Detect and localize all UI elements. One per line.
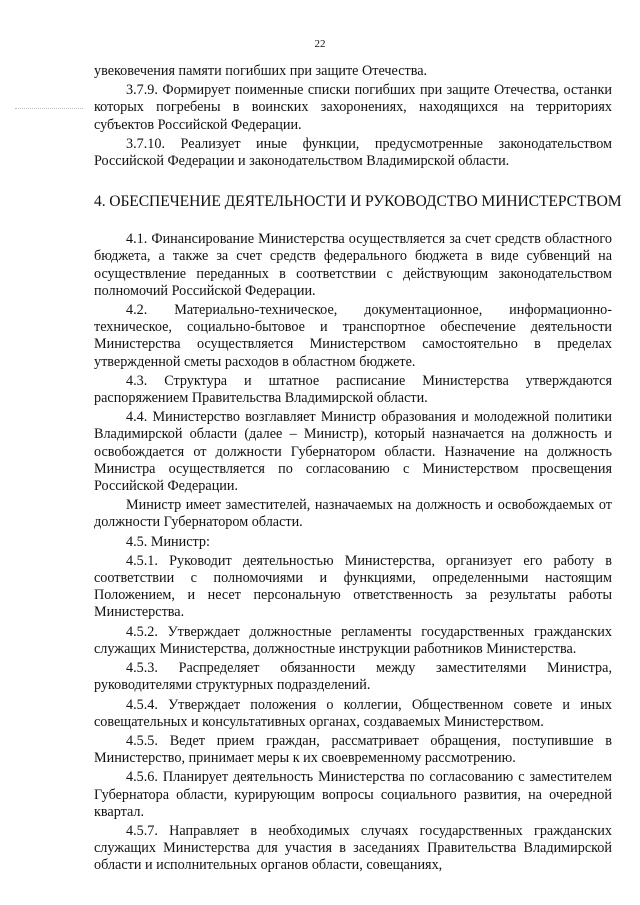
paragraph: 4.5.6. Планирует деятельность Министерства по согласованию с заместителем Губернатора области, курирующим вопросы социального развития, на очередной квартал. (94, 769, 612, 820)
paragraph: 3.7.9. Формирует поименные списки погибших при защите Отечества, останки которых погребены в воинских захоронениях, находящихся на территориях субъектов Российской Федерации. (94, 82, 612, 133)
section-heading: 4. ОБЕСПЕЧЕНИЕ ДЕЯТЕЛЬНОСТИ И РУКОВОДСТВО МИНИСТЕРСТВОМ (94, 193, 622, 211)
paragraph: 4.5.1. Руководит деятельностью Министерства, организует его работу в соответствии с полномочиями и функциями, определенными настоящим Положением, и несет персональную ответственность за результаты работы Министерства. (94, 552, 612, 621)
paragraph: 4.5.3. Распределяет обязанности между заместителями Министра, руководителями структурных подразделений. (94, 660, 612, 694)
paragraph: 4.5. Министр: (126, 533, 210, 550)
paragraph: 4.5.7. Направляет в необходимых случаях государственных гражданских служащих Министерства для участия в заседаниях Правительства Владимирской области и исполнительных органов области, совещаниях, (94, 822, 612, 874)
scan-artifact-mark (15, 108, 83, 113)
paragraph: 4.1. Финансирование Министерства осуществляется за счет средств областного бюджета, а также за счет средств федерального бюджета в виде субвенций на осуществление переданных в соответствии с действующим законодательством полномочий Российской Федерации. (94, 231, 612, 299)
paragraph: 4.5.2. Утверждает должностные регламенты государственных гражданских служащих Министерства, должностные инструкции работников Министерства. (94, 623, 612, 657)
paragraph: 4.3. Структура и штатное расписание Министерства утверждаются распоряжением Правительства Владимирской области. (94, 372, 612, 407)
paragraph: 3.7.10. Реализует иные функции, предусмотренные законодательством Российской Федерации и законодательством Владимирской области. (94, 135, 612, 170)
paragraph: Министр имеет заместителей, назначаемых на должность и освобождаемых от должности Губернатором области. (94, 497, 612, 531)
paragraph: 4.5.4. Утверждает положения о коллегии, Общественном совете и иных совещательных и консультативных органах, создаваемых Министерством. (94, 696, 612, 730)
paragraph: увековечения памяти погибших при защите Отечества. (94, 63, 428, 79)
paragraph: 4.5.5. Ведет прием граждан, рассматривает обращения, поступившие в Министерство, принимает меры к их своевременному рассмотрению. (94, 732, 612, 767)
page-number: 22 (314, 38, 326, 50)
paragraph: 4.4. Министерство возглавляет Министр образования и молодежной политики Владимирской области (далее – Министр), который назначается на должность и освобождается от должности Губернатором области. Назначение на должность Министра осуществляется по согласованию с Министерством просвещения Российской Федерации. (94, 409, 612, 495)
document-body (94, 63, 622, 875)
paragraph: 4.2. Материально-техническое, документационное, информационно-техническое, социально-бытовое и транспортное обеспечение деятельности Министерства осуществляется Министерством самостоятельно в пределах утвержденной сметы расходов в областном бюджете. (94, 302, 612, 370)
